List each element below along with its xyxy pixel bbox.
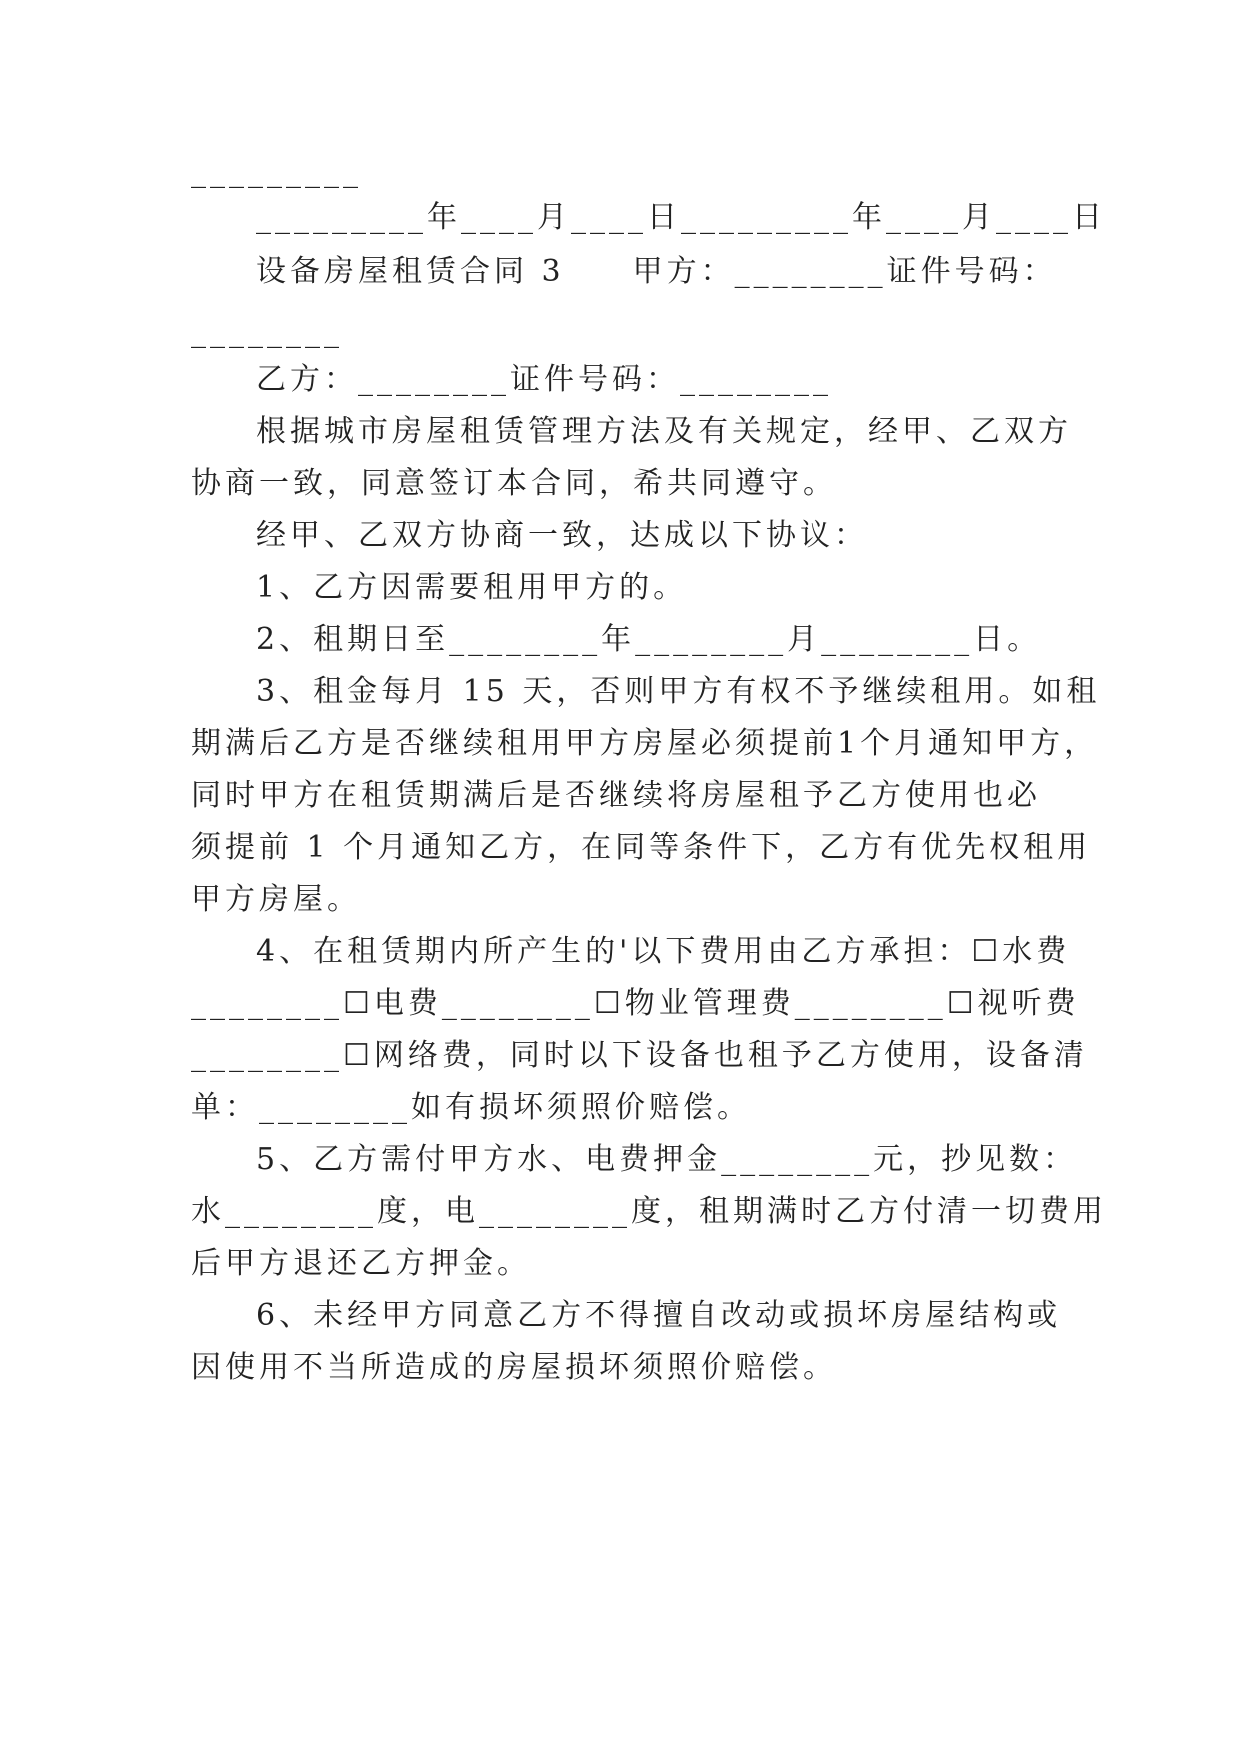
clause-4-line-3: ________☐网络费，同时以下设备也租予乙方使用，设备清: [191, 1038, 1088, 1073]
clause-5-line-1: 5、乙方需付甲方水、电费押金________元，抄见数：: [256, 1142, 1078, 1177]
clause-4-line-2: ________☐电费________☐物业管理费________☐视听费: [191, 986, 1080, 1021]
date-line: _________年____月____日_________年____月____日: [256, 200, 1106, 235]
clause-6-line-2: 因使用不当所造成的房屋损坏须照价赔偿。: [191, 1350, 837, 1385]
clause-3-line-1: 3、租金每月 15 天，否则甲方有权不予继续租用。如租: [256, 674, 1101, 709]
clause-2: 2、租期日至________年________月________日。: [256, 622, 1042, 657]
clause-4-line-1: 4、在租赁期内所产生的'以下费用由乙方承担：☐水费: [256, 934, 1071, 969]
clause-6-line-1: 6、未经甲方同意乙方不得擅自改动或损坏房屋结构或: [256, 1298, 1062, 1333]
clause-3-line-4: 须提前 1 个月通知乙方，在同等条件下，乙方有优先权租用: [191, 830, 1092, 865]
clause-3-line-3: 同时甲方在租赁期满后是否继续将房屋租予乙方使用也必: [191, 778, 1041, 813]
party-a-id-blank: ________: [191, 314, 343, 349]
clause-4-line-4: 单：________如有损坏须照价赔偿。: [191, 1090, 751, 1125]
clause-1: 1、乙方因需要租用甲方的。: [256, 570, 688, 605]
clause-5-line-2: 水________度，电________度，租期满时乙方付清一切费用: [191, 1194, 1107, 1229]
clause-5-line-3: 后甲方退还乙方押金。: [191, 1246, 531, 1281]
signature-blank-line: _________: [191, 154, 362, 189]
party-b-line: 乙方：________证件号码：________: [256, 362, 832, 397]
preamble-line-2: 协商一致，同意签订本合同，希共同遵守。: [191, 466, 837, 501]
preamble-line-1: 根据城市房屋租赁管理方法及有关规定，经甲、乙双方: [256, 414, 1072, 449]
clause-3-line-2: 期满后乙方是否继续租用甲方房屋必须提前1个月通知甲方，: [191, 726, 1099, 761]
contract-title-party-a: 设备房屋租赁合同 3 甲方：________证件号码：: [256, 254, 1057, 289]
agreement-intro: 经甲、乙双方协商一致，达成以下协议：: [256, 518, 868, 553]
clause-3-line-5: 甲方房屋。: [191, 882, 361, 917]
